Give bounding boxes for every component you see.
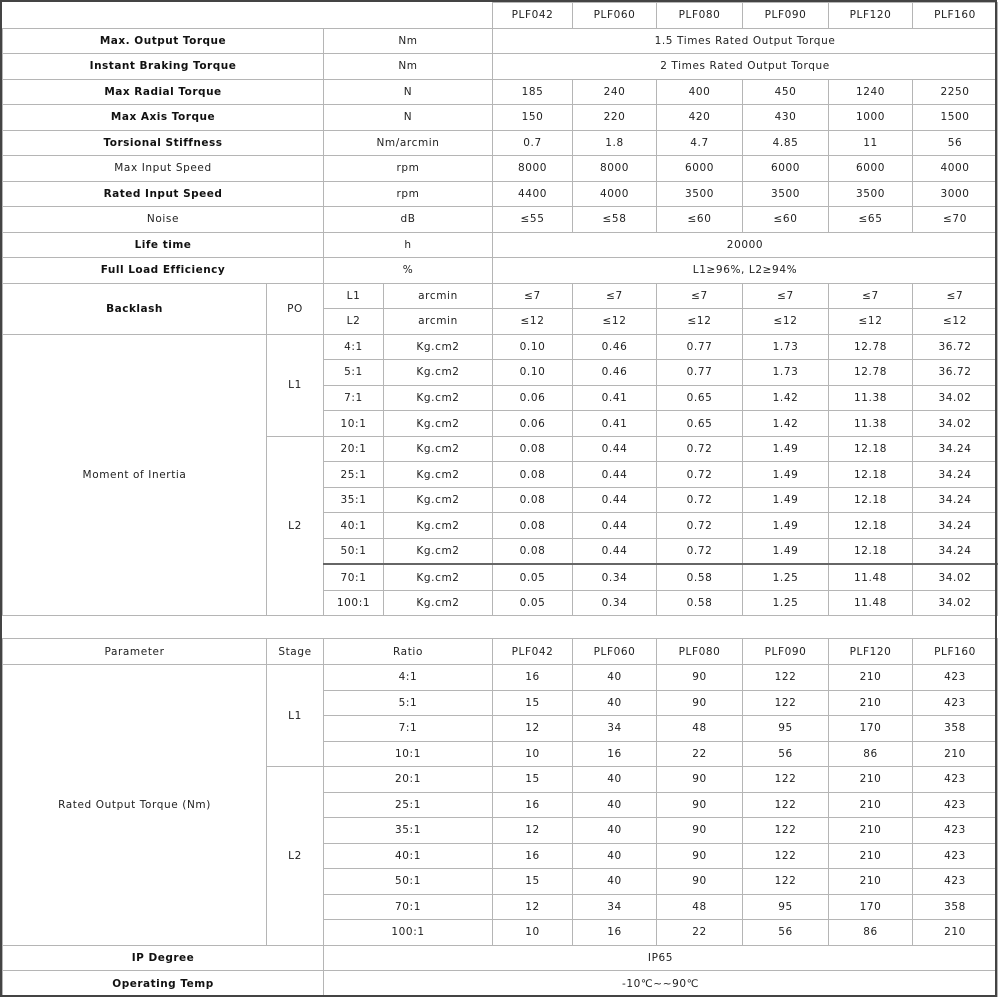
spec-label: Life time (3, 232, 324, 258)
spec-unit: N (324, 79, 493, 105)
unit-cell: Kg.cm2 (384, 564, 493, 590)
value-cell: 90 (657, 690, 743, 716)
value-cell: 1.8 (573, 130, 657, 156)
value-cell: 210 (829, 792, 913, 818)
table-row (3, 54, 998, 80)
value-cell: 36.72 (913, 334, 998, 360)
spec-label: Instant Braking Torque (3, 54, 324, 80)
table-row (3, 28, 998, 54)
value-cell: 0.34 (573, 590, 657, 616)
value-cell: 15 (493, 869, 573, 895)
value-cell: 358 (913, 894, 998, 920)
value-cell: 11.38 (829, 411, 913, 437)
value-cell: 40 (573, 767, 657, 793)
value-cell: 6000 (829, 156, 913, 182)
value-cell: 12.18 (829, 487, 913, 513)
value-cell: 34 (573, 894, 657, 920)
value-cell: 10 (493, 741, 573, 767)
backlash-group: PO (267, 283, 324, 334)
unit-cell: Kg.cm2 (384, 513, 493, 539)
spec-unit: h (324, 232, 493, 258)
value-cell: 10 (493, 920, 573, 946)
value-cell: ≤7 (829, 283, 913, 309)
value-cell: 1.73 (743, 334, 829, 360)
unit-cell: Kg.cm2 (384, 538, 493, 564)
value-cell: 0.41 (573, 385, 657, 411)
value-cell: 15 (493, 767, 573, 793)
model-header: PLF120 (829, 639, 913, 665)
value-cell: 16 (493, 792, 573, 818)
value-cell: 90 (657, 792, 743, 818)
value-cell: ≤7 (743, 283, 829, 309)
unit-cell: Kg.cm2 (384, 590, 493, 616)
unit-cell: Kg.cm2 (384, 411, 493, 437)
value-cell: 1.49 (743, 487, 829, 513)
model-header: PLF090 (743, 3, 829, 29)
ratio-cell: 35:1 (324, 487, 384, 513)
value-cell: 4.7 (657, 130, 743, 156)
value-cell: 1500 (913, 105, 998, 131)
value-cell: 210 (829, 818, 913, 844)
value-cell: 95 (743, 894, 829, 920)
value-cell: 12 (493, 894, 573, 920)
value-cell: 0.10 (493, 360, 573, 386)
value-cell: 34.02 (913, 385, 998, 411)
value-cell: 90 (657, 665, 743, 691)
value-cell: 15 (493, 690, 573, 716)
value-cell: 22 (657, 741, 743, 767)
backlash-unit: arcmin (384, 309, 493, 335)
ratio-cell: 100:1 (324, 920, 493, 946)
spec-label: Max Input Speed (3, 156, 324, 182)
value-cell: 170 (829, 716, 913, 742)
ratio-cell: 35:1 (324, 818, 493, 844)
backlash-stage: L1 (324, 283, 384, 309)
ratio-cell: 4:1 (324, 334, 384, 360)
value-cell: 210 (829, 767, 913, 793)
ratio-cell: 7:1 (324, 716, 493, 742)
value-cell: ≤7 (657, 283, 743, 309)
value-cell: 170 (829, 894, 913, 920)
table-row (3, 79, 998, 105)
stage-cell: L2 (267, 436, 324, 616)
value-cell: 40 (573, 665, 657, 691)
value-cell: ≤7 (493, 283, 573, 309)
value-cell: 12.78 (829, 334, 913, 360)
table-row (3, 181, 998, 207)
value-cell: 86 (829, 920, 913, 946)
value-cell: 16 (493, 665, 573, 691)
value-cell: 0.58 (657, 564, 743, 590)
value-cell: 210 (913, 920, 998, 946)
value-cell: 11.38 (829, 385, 913, 411)
value-cell: ≤60 (743, 207, 829, 233)
spec-span-value: 20000 (493, 232, 998, 258)
footer-value: -10℃~~90℃ (324, 971, 998, 997)
value-cell: 12.18 (829, 538, 913, 564)
value-cell: 210 (829, 690, 913, 716)
value-cell: 1.42 (743, 385, 829, 411)
ratio-cell: 25:1 (324, 462, 384, 488)
value-cell: 0.34 (573, 564, 657, 590)
unit-cell: Kg.cm2 (384, 436, 493, 462)
value-cell: 423 (913, 818, 998, 844)
value-cell: ≤7 (913, 283, 998, 309)
value-cell: 12 (493, 716, 573, 742)
value-cell: 16 (573, 920, 657, 946)
table-row (3, 156, 998, 182)
value-cell: 2250 (913, 79, 998, 105)
value-cell: 0.65 (657, 385, 743, 411)
value-cell: 0.72 (657, 487, 743, 513)
spec-unit: N (324, 105, 493, 131)
value-cell: 8000 (573, 156, 657, 182)
value-cell: 40 (573, 869, 657, 895)
table-row (3, 665, 998, 691)
stage-cell: L1 (267, 665, 324, 767)
table-row (3, 616, 998, 639)
value-cell: 1.73 (743, 360, 829, 386)
footer-label: IP Degree (3, 945, 324, 971)
value-cell: 450 (743, 79, 829, 105)
value-cell: 3000 (913, 181, 998, 207)
value-cell: 0.7 (493, 130, 573, 156)
value-cell: 0.44 (573, 462, 657, 488)
value-cell: 122 (743, 869, 829, 895)
value-cell: 56 (913, 130, 998, 156)
value-cell: 423 (913, 665, 998, 691)
value-cell: 12.18 (829, 462, 913, 488)
value-cell: 122 (743, 843, 829, 869)
value-cell: 12 (493, 818, 573, 844)
value-cell: ≤70 (913, 207, 998, 233)
value-cell: 0.58 (657, 590, 743, 616)
value-cell: 48 (657, 716, 743, 742)
value-cell: 0.41 (573, 411, 657, 437)
value-cell: 185 (493, 79, 573, 105)
value-cell: 122 (743, 818, 829, 844)
value-cell: 210 (829, 869, 913, 895)
value-cell: 0.08 (493, 487, 573, 513)
table-row (3, 258, 998, 284)
spec-label: Torsional Stiffness (3, 130, 324, 156)
value-cell: 0.05 (493, 590, 573, 616)
ratio-cell: 25:1 (324, 792, 493, 818)
value-cell: 210 (829, 843, 913, 869)
table-row (3, 232, 998, 258)
value-cell: 0.08 (493, 513, 573, 539)
value-cell: 0.44 (573, 436, 657, 462)
table-row (3, 639, 998, 665)
value-cell: 1.25 (743, 564, 829, 590)
value-cell: 423 (913, 792, 998, 818)
value-cell: 240 (573, 79, 657, 105)
stage-cell: L2 (267, 767, 324, 946)
ratio-cell: 100:1 (324, 590, 384, 616)
stage-header: Stage (267, 639, 324, 665)
value-cell: 22 (657, 920, 743, 946)
value-cell: 150 (493, 105, 573, 131)
value-cell: ≤7 (573, 283, 657, 309)
value-cell: 0.72 (657, 462, 743, 488)
value-cell: 0.08 (493, 436, 573, 462)
value-cell: 423 (913, 843, 998, 869)
value-cell: 122 (743, 665, 829, 691)
value-cell: 0.72 (657, 538, 743, 564)
value-cell: 4000 (913, 156, 998, 182)
spec-label: Full Load Efficiency (3, 258, 324, 284)
table-row (3, 971, 998, 997)
value-cell: 0.72 (657, 436, 743, 462)
value-cell: 423 (913, 767, 998, 793)
value-cell: 0.46 (573, 334, 657, 360)
gearbox-spec-table (2, 2, 998, 997)
value-cell: 40 (573, 690, 657, 716)
model-header: PLF060 (573, 3, 657, 29)
value-cell: 6000 (743, 156, 829, 182)
value-cell: 430 (743, 105, 829, 131)
model-header: PLF160 (913, 3, 998, 29)
ratio-cell: 7:1 (324, 385, 384, 411)
spec-unit: rpm (324, 156, 493, 182)
value-cell: 0.05 (493, 564, 573, 590)
torque-label: Rated Output Torque (Nm) (3, 665, 267, 946)
value-cell: 56 (743, 920, 829, 946)
value-cell: 95 (743, 716, 829, 742)
unit-cell: Kg.cm2 (384, 360, 493, 386)
spacer (3, 616, 998, 639)
spec-span-value: L1≥96%, L2≥94% (493, 258, 998, 284)
value-cell: 0.06 (493, 411, 573, 437)
model-header: PLF120 (829, 3, 913, 29)
value-cell: 0.08 (493, 538, 573, 564)
value-cell: 0.44 (573, 487, 657, 513)
value-cell: 0.44 (573, 513, 657, 539)
ratio-cell: 4:1 (324, 665, 493, 691)
value-cell: 90 (657, 767, 743, 793)
value-cell: ≤12 (829, 309, 913, 335)
value-cell: 90 (657, 869, 743, 895)
value-cell: 358 (913, 716, 998, 742)
value-cell: 4000 (573, 181, 657, 207)
value-cell: 423 (913, 690, 998, 716)
value-cell: 90 (657, 818, 743, 844)
ratio-cell: 10:1 (324, 411, 384, 437)
spec-label: Noise (3, 207, 324, 233)
ratio-cell: 20:1 (324, 767, 493, 793)
value-cell: 0.10 (493, 334, 573, 360)
model-header: PLF080 (657, 639, 743, 665)
spec-label: Rated Input Speed (3, 181, 324, 207)
ratio-cell: 70:1 (324, 564, 384, 590)
value-cell: ≤12 (743, 309, 829, 335)
value-cell: 3500 (657, 181, 743, 207)
value-cell: 34.02 (913, 411, 998, 437)
value-cell: 420 (657, 105, 743, 131)
spec-span-value: 1.5 Times Rated Output Torque (493, 28, 998, 54)
value-cell: ≤58 (573, 207, 657, 233)
value-cell: ≤65 (829, 207, 913, 233)
ratio-cell: 20:1 (324, 436, 384, 462)
value-cell: 6000 (657, 156, 743, 182)
value-cell: 0.46 (573, 360, 657, 386)
spec-label: Max Axis Torque (3, 105, 324, 131)
value-cell: 34.24 (913, 538, 998, 564)
model-header: PLF042 (493, 3, 573, 29)
value-cell: 34.24 (913, 462, 998, 488)
value-cell: 0.06 (493, 385, 573, 411)
value-cell: 0.72 (657, 513, 743, 539)
footer-label: Operating Temp (3, 971, 324, 997)
value-cell: 122 (743, 767, 829, 793)
model-header: PLF060 (573, 639, 657, 665)
value-cell: 36.72 (913, 360, 998, 386)
value-cell: 40 (573, 792, 657, 818)
value-cell: 220 (573, 105, 657, 131)
value-cell: 11.48 (829, 564, 913, 590)
value-cell: ≤12 (493, 309, 573, 335)
ratio-cell: 70:1 (324, 894, 493, 920)
ratio-cell: 40:1 (324, 513, 384, 539)
unit-cell: Kg.cm2 (384, 334, 493, 360)
value-cell: 1.49 (743, 513, 829, 539)
value-cell: 16 (493, 843, 573, 869)
ratio-cell: 5:1 (324, 690, 493, 716)
value-cell: ≤12 (573, 309, 657, 335)
spec-unit: Nm (324, 54, 493, 80)
stage-cell: L1 (267, 334, 324, 436)
value-cell: 122 (743, 792, 829, 818)
table-row (3, 3, 998, 29)
spec-label: Max Radial Torque (3, 79, 324, 105)
spec-unit: Nm/arcmin (324, 130, 493, 156)
value-cell: 48 (657, 894, 743, 920)
parameter-header: Parameter (3, 639, 267, 665)
table-row (3, 334, 998, 360)
unit-cell: Kg.cm2 (384, 462, 493, 488)
value-cell: 34.24 (913, 513, 998, 539)
value-cell: 34.24 (913, 487, 998, 513)
value-cell: 8000 (493, 156, 573, 182)
value-cell: ≤12 (657, 309, 743, 335)
value-cell: ≤12 (913, 309, 998, 335)
model-header: PLF080 (657, 3, 743, 29)
inertia-label: Moment of Inertia (3, 334, 267, 616)
value-cell: 12.18 (829, 436, 913, 462)
value-cell: 12.18 (829, 513, 913, 539)
value-cell: 1.49 (743, 462, 829, 488)
table-row (3, 130, 998, 156)
value-cell: 11.48 (829, 590, 913, 616)
value-cell: 34.02 (913, 564, 998, 590)
value-cell: 34.24 (913, 436, 998, 462)
value-cell: 34 (573, 716, 657, 742)
ratio-cell: 10:1 (324, 741, 493, 767)
value-cell: 210 (829, 665, 913, 691)
value-cell: 1.49 (743, 436, 829, 462)
spec-unit: dB (324, 207, 493, 233)
value-cell: 40 (573, 818, 657, 844)
value-cell: 11 (829, 130, 913, 156)
value-cell: 0.08 (493, 462, 573, 488)
value-cell: 56 (743, 741, 829, 767)
value-cell: 0.44 (573, 538, 657, 564)
value-cell: 12.78 (829, 360, 913, 386)
value-cell: 1.25 (743, 590, 829, 616)
value-cell: 0.65 (657, 411, 743, 437)
ratio-cell: 50:1 (324, 869, 493, 895)
value-cell: 40 (573, 843, 657, 869)
model-header: PLF160 (913, 639, 998, 665)
value-cell: 1240 (829, 79, 913, 105)
value-cell: 423 (913, 869, 998, 895)
table-row (3, 945, 998, 971)
value-cell: 1000 (829, 105, 913, 131)
footer-value: IP65 (324, 945, 998, 971)
unit-cell: Kg.cm2 (384, 487, 493, 513)
value-cell: 4400 (493, 181, 573, 207)
ratio-cell: 40:1 (324, 843, 493, 869)
value-cell: 90 (657, 843, 743, 869)
value-cell: 34.02 (913, 590, 998, 616)
table-row (3, 283, 998, 309)
spec-label: Max. Output Torque (3, 28, 324, 54)
value-cell: 86 (829, 741, 913, 767)
value-cell: 0.77 (657, 334, 743, 360)
value-cell: 16 (573, 741, 657, 767)
spec-unit: % (324, 258, 493, 284)
backlash-stage: L2 (324, 309, 384, 335)
ratio-cell: 50:1 (324, 538, 384, 564)
value-cell: ≤55 (493, 207, 573, 233)
table-row (3, 207, 998, 233)
header-blank (3, 3, 493, 29)
value-cell: 210 (913, 741, 998, 767)
value-cell: 4.85 (743, 130, 829, 156)
model-header: PLF042 (493, 639, 573, 665)
table-row (3, 105, 998, 131)
value-cell: 1.42 (743, 411, 829, 437)
ratio-cell: 5:1 (324, 360, 384, 386)
ratio-header: Ratio (324, 639, 493, 665)
backlash-unit: arcmin (384, 283, 493, 309)
value-cell: 3500 (829, 181, 913, 207)
value-cell: 1.49 (743, 538, 829, 564)
value-cell: 3500 (743, 181, 829, 207)
backlash-label: Backlash (3, 283, 267, 334)
value-cell: 122 (743, 690, 829, 716)
value-cell: 400 (657, 79, 743, 105)
value-cell: 0.77 (657, 360, 743, 386)
spec-span-value: 2 Times Rated Output Torque (493, 54, 998, 80)
model-header: PLF090 (743, 639, 829, 665)
unit-cell: Kg.cm2 (384, 385, 493, 411)
value-cell: ≤60 (657, 207, 743, 233)
spec-unit: rpm (324, 181, 493, 207)
spec-unit: Nm (324, 28, 493, 54)
